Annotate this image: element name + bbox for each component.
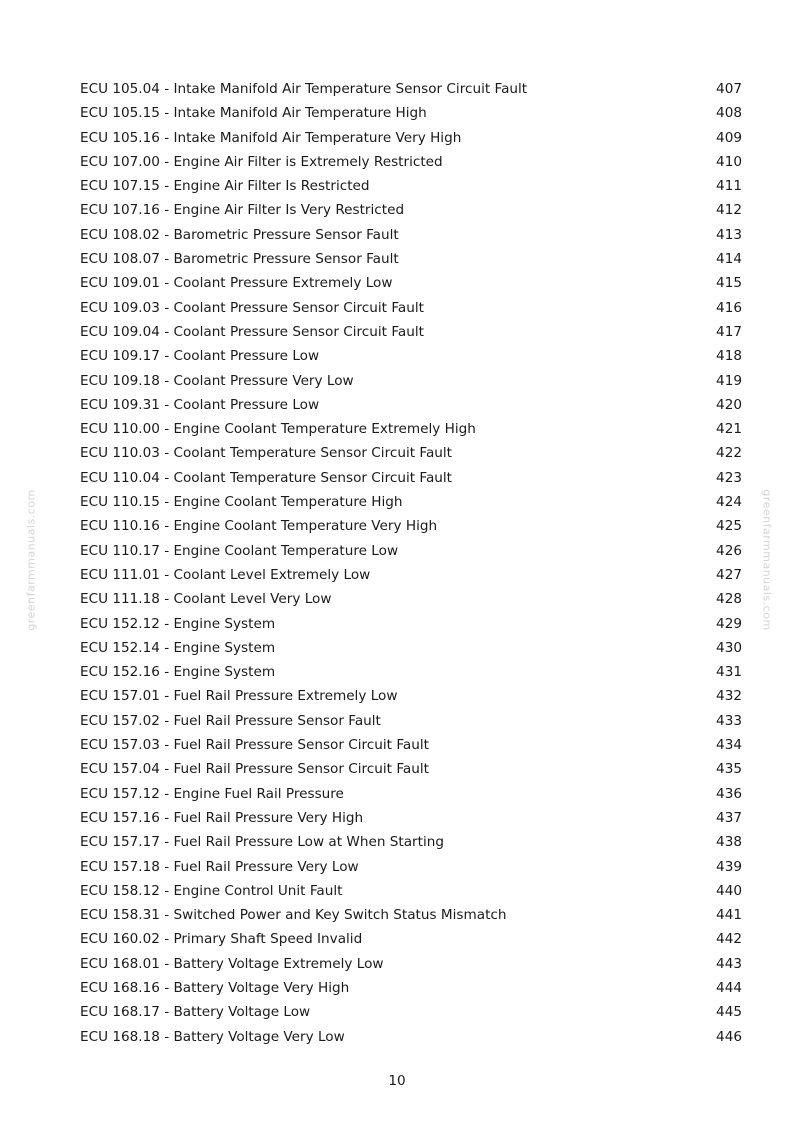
toc-entry[interactable]: [80, 296, 742, 320]
toc-entry[interactable]: [80, 490, 742, 514]
toc-entry-title: ECU 152.12 - Engine System: [80, 615, 276, 632]
toc-entry-page: 422: [716, 445, 742, 462]
toc-entry[interactable]: [80, 1025, 742, 1049]
watermark-left: greenfarmmanuals.com: [24, 489, 38, 631]
toc-entry-title: ECU 109.18 - Coolant Pressure Very Low: [80, 372, 354, 389]
toc-entry[interactable]: [80, 320, 742, 344]
toc-entry-title: ECU 157.18 - Fuel Rail Pressure Very Low: [80, 858, 359, 875]
toc-entry-title: ECU 110.04 - Coolant Temperature Sensor Circuit Fault: [80, 469, 453, 486]
toc-entry[interactable]: [80, 369, 742, 393]
toc-entry[interactable]: [80, 855, 742, 879]
toc-entry-title: ECU 152.14 - Engine System: [80, 639, 276, 656]
toc-entry[interactable]: [80, 344, 742, 368]
toc-entry-page: 432: [716, 688, 742, 705]
toc-entry-page: 414: [716, 251, 742, 268]
toc-entry-page: 410: [716, 153, 742, 170]
toc-entry-title: ECU 111.01 - Coolant Level Extremely Low: [80, 566, 371, 583]
toc-entry-page: 409: [716, 129, 742, 146]
toc-entry-title: ECU 168.17 - Battery Voltage Low: [80, 1004, 311, 1021]
toc-entry-page: 408: [716, 105, 742, 122]
toc-entry-page: 440: [716, 882, 742, 899]
toc-entry[interactable]: [80, 709, 742, 733]
toc-entry-page: 417: [716, 323, 742, 340]
toc-entry-page: 412: [716, 202, 742, 219]
toc-entry[interactable]: [80, 927, 742, 951]
toc-entry[interactable]: [80, 441, 742, 465]
toc-entry-page: 429: [716, 615, 742, 632]
toc-entry[interactable]: [80, 733, 742, 757]
toc-entry[interactable]: [80, 587, 742, 611]
toc-entry[interactable]: [80, 830, 742, 854]
toc-entry-page: 425: [716, 518, 742, 535]
toc-entry-title: ECU 109.17 - Coolant Pressure Low: [80, 348, 320, 365]
toc-entry[interactable]: [80, 636, 742, 660]
toc-entry[interactable]: [80, 126, 742, 150]
toc-entry[interactable]: [80, 247, 742, 271]
toc-entry-title: ECU 152.16 - Engine System: [80, 664, 276, 681]
toc-entry-page: 416: [716, 299, 742, 316]
toc-entry-title: ECU 168.01 - Battery Voltage Extremely Low: [80, 955, 384, 972]
toc-entry[interactable]: [80, 612, 742, 636]
toc-entry-page: 421: [716, 421, 742, 438]
toc-entry-page: 436: [716, 785, 742, 802]
toc-entry-page: 435: [716, 761, 742, 778]
toc-entry[interactable]: [80, 514, 742, 538]
toc-entry-title: ECU 110.17 - Engine Coolant Temperature Low: [80, 542, 399, 559]
toc-entry-title: ECU 108.02 - Barometric Pressure Sensor Fault: [80, 226, 399, 243]
toc-entry[interactable]: [80, 271, 742, 295]
toc-entry-title: ECU 111.18 - Coolant Level Very Low: [80, 591, 332, 608]
toc-entry-page: 442: [716, 931, 742, 948]
toc-entry-title: ECU 105.16 - Intake Manifold Air Temperature Very High: [80, 129, 462, 146]
toc-entry[interactable]: [80, 976, 742, 1000]
toc-entry[interactable]: [80, 806, 742, 830]
toc-entry-page: 424: [716, 494, 742, 511]
toc-entry-title: ECU 168.16 - Battery Voltage Very High: [80, 979, 350, 996]
toc-entry-title: ECU 168.18 - Battery Voltage Very Low: [80, 1028, 345, 1045]
toc-entry-title: ECU 157.17 - Fuel Rail Pressure Low at When Starting: [80, 834, 444, 851]
watermark-right: greenfarmmanuals.com: [760, 489, 774, 631]
toc-entry-page: 431: [716, 664, 742, 681]
toc-entry-page: 420: [716, 396, 742, 413]
toc-entry-page: 411: [716, 178, 742, 195]
table-of-contents: [80, 77, 742, 1049]
toc-entry[interactable]: [80, 150, 742, 174]
toc-entry[interactable]: [80, 903, 742, 927]
toc-entry-title: ECU 157.12 - Engine Fuel Rail Pressure: [80, 785, 344, 802]
toc-entry-page: 427: [716, 566, 742, 583]
toc-entry-page: 407: [716, 81, 742, 97]
toc-entry-page: 433: [716, 712, 742, 729]
toc-entry-title: ECU 110.00 - Engine Coolant Temperature Extremely High: [80, 421, 476, 438]
toc-entry-page: 423: [716, 469, 742, 486]
toc-entry[interactable]: [80, 539, 742, 563]
toc-entry-title: ECU 110.16 - Engine Coolant Temperature Very High: [80, 518, 438, 535]
toc-entry-title: ECU 107.15 - Engine Air Filter Is Restricted: [80, 178, 370, 195]
toc-entry-title: ECU 109.01 - Coolant Pressure Extremely Low: [80, 275, 393, 292]
toc-entry-title: ECU 107.00 - Engine Air Filter is Extremely Restricted: [80, 153, 443, 170]
toc-entry[interactable]: [80, 1000, 742, 1024]
toc-entry-title: ECU 110.15 - Engine Coolant Temperature High: [80, 494, 403, 511]
toc-entry-title: ECU 157.04 - Fuel Rail Pressure Sensor Circuit Fault: [80, 761, 429, 778]
toc-entry-page: 446: [716, 1028, 742, 1045]
toc-entry-title: ECU 109.31 - Coolant Pressure Low: [80, 396, 320, 413]
toc-entry[interactable]: [80, 952, 742, 976]
toc-entry-title: ECU 105.15 - Intake Manifold Air Temperature High: [80, 105, 427, 122]
toc-entry[interactable]: [80, 198, 742, 222]
toc-entry-title: ECU 157.03 - Fuel Rail Pressure Sensor Circuit Fault: [80, 737, 429, 754]
toc-entry-page: 419: [716, 372, 742, 389]
toc-entry-page: 415: [716, 275, 742, 292]
toc-entry-page: 438: [716, 834, 742, 851]
toc-entry[interactable]: [80, 684, 742, 708]
toc-entry[interactable]: [80, 223, 742, 247]
toc-entry-page: 444: [716, 979, 742, 996]
toc-entry-title: ECU 157.02 - Fuel Rail Pressure Sensor Fault: [80, 712, 381, 729]
toc-entry-page: 437: [716, 809, 742, 826]
toc-entry[interactable]: [80, 174, 742, 198]
toc-entry-title: ECU 157.01 - Fuel Rail Pressure Extremely Low: [80, 688, 398, 705]
toc-entry-title: ECU 160.02 - Primary Shaft Speed Invalid: [80, 931, 363, 948]
toc-entry[interactable]: [80, 101, 742, 125]
toc-entry-title: ECU 157.16 - Fuel Rail Pressure Very High: [80, 809, 364, 826]
toc-entry[interactable]: [80, 563, 742, 587]
toc-entry-page: 441: [716, 907, 742, 924]
toc-entry[interactable]: [80, 879, 742, 903]
toc-entry[interactable]: [80, 782, 742, 806]
toc-entry-page: 439: [716, 858, 742, 875]
toc-entry-page: 418: [716, 348, 742, 365]
toc-entry[interactable]: [80, 393, 742, 417]
toc-entry-page: 430: [716, 639, 742, 656]
toc-entry-page: 443: [716, 955, 742, 972]
toc-entry[interactable]: [80, 77, 742, 101]
toc-entry-page: 434: [716, 737, 742, 754]
toc-entry-page: 413: [716, 226, 742, 243]
toc-entry-title: ECU 158.12 - Engine Control Unit Fault: [80, 882, 343, 899]
toc-entry[interactable]: [80, 417, 742, 441]
toc-entry-page: 445: [716, 1004, 742, 1021]
toc-entry-title: ECU 110.03 - Coolant Temperature Sensor Circuit Fault: [80, 445, 453, 462]
toc-entry-page: 426: [716, 542, 742, 559]
toc-entry-title: ECU 105.04 - Intake Manifold Air Temperature Sensor Circuit Fault: [80, 81, 528, 97]
toc-entry[interactable]: [80, 660, 742, 684]
toc-entry-title: ECU 158.31 - Switched Power and Key Switch Status Mismatch: [80, 907, 507, 924]
page-number: 10: [388, 1073, 406, 1089]
toc-entry-title: ECU 108.07 - Barometric Pressure Sensor Fault: [80, 251, 399, 268]
toc-entry-title: ECU 109.03 - Coolant Pressure Sensor Circuit Fault: [80, 299, 424, 316]
toc-entry[interactable]: [80, 466, 742, 490]
toc-entry-page: 428: [716, 591, 742, 608]
toc-entry[interactable]: [80, 757, 742, 781]
toc-entry-title: ECU 109.04 - Coolant Pressure Sensor Circuit Fault: [80, 323, 424, 340]
toc-entry-title: ECU 107.16 - Engine Air Filter Is Very Restricted: [80, 202, 405, 219]
